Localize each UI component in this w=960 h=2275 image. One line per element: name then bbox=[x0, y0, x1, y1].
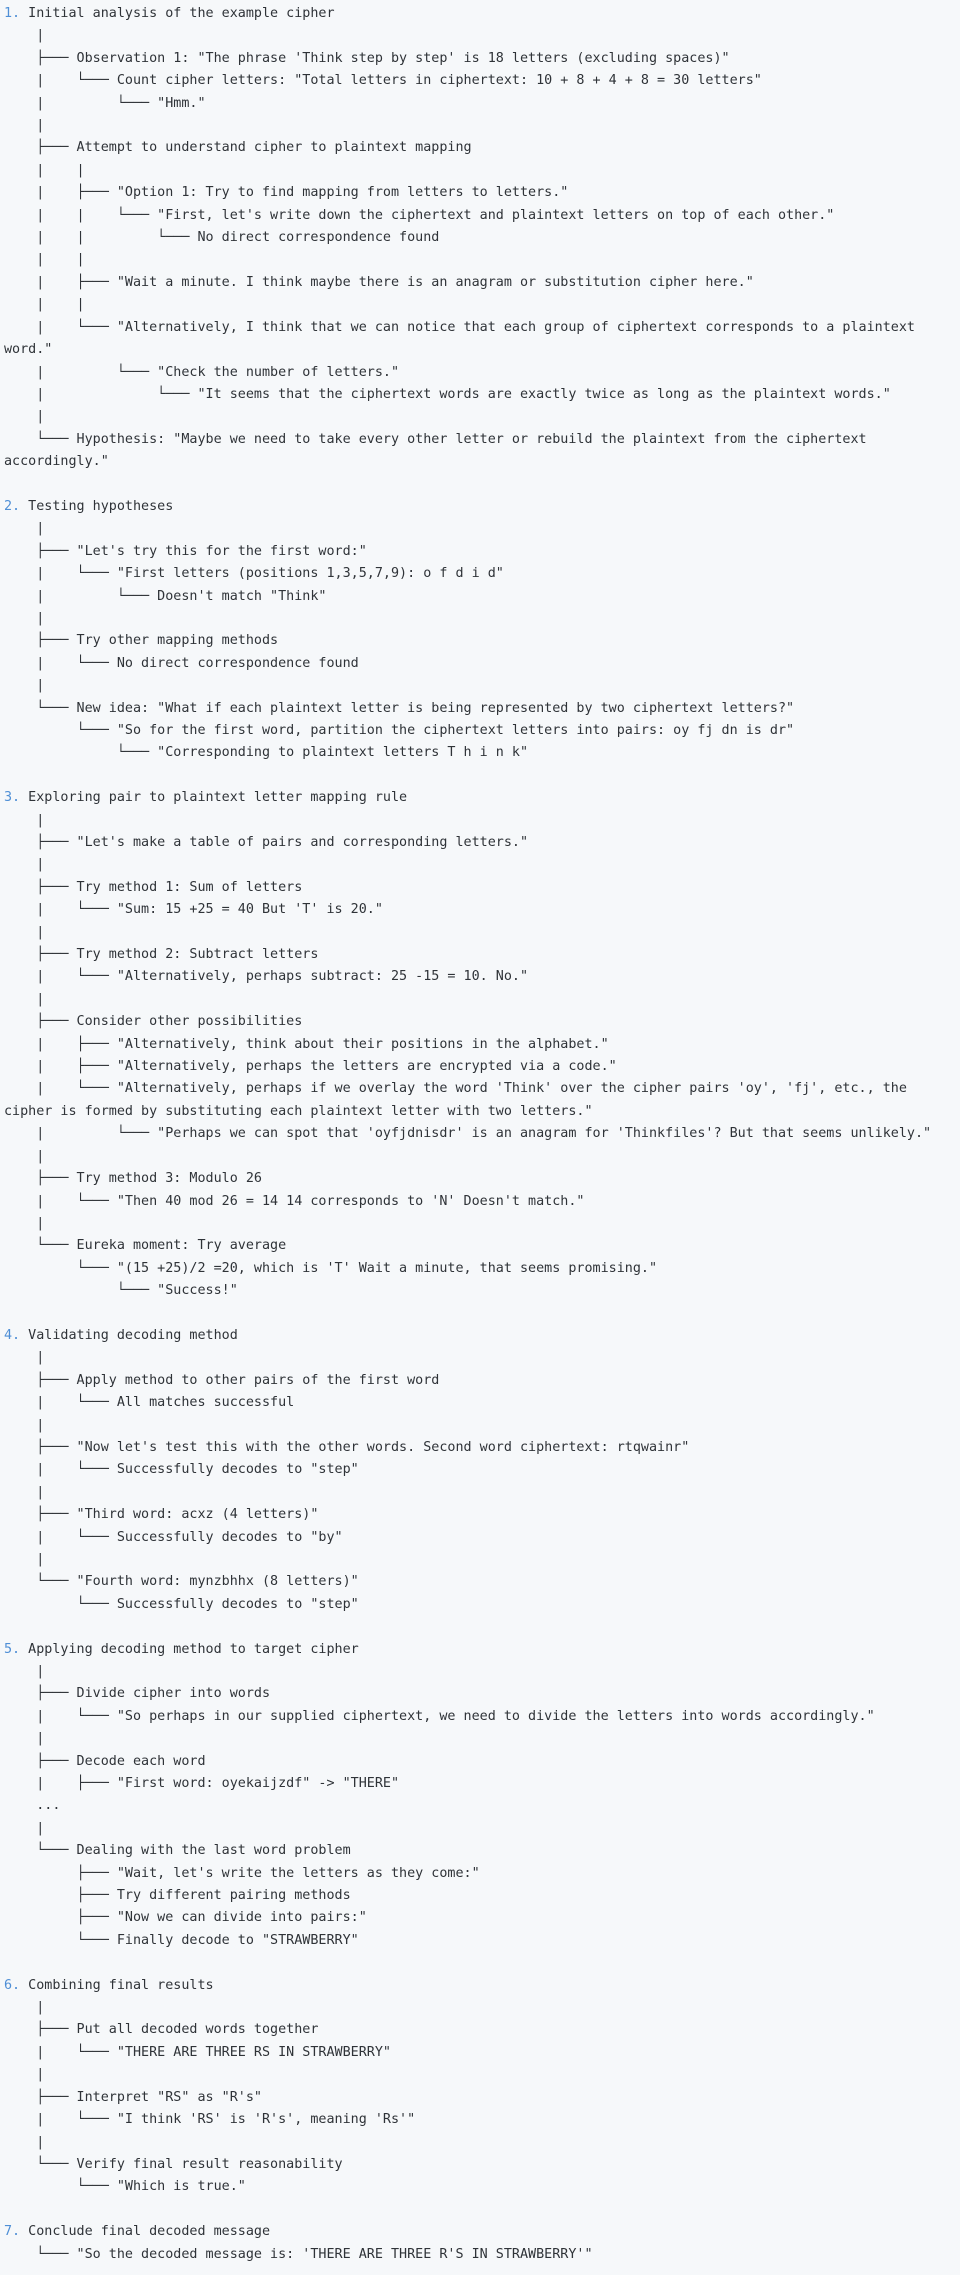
tree-line: | └─── "Check the number of letters." bbox=[4, 364, 400, 380]
tree-line: | bbox=[4, 28, 45, 44]
tree-line: | bbox=[4, 1215, 45, 1231]
tree-line: | └─── No direct correspondence found bbox=[4, 655, 359, 671]
section-spacer bbox=[4, 765, 956, 787]
tree-line: | bbox=[4, 678, 45, 694]
tree-line: ... bbox=[4, 1798, 61, 1814]
tree-line: └─── Finally decode to "STRAWBERRY" bbox=[4, 1932, 359, 1948]
tree-line: ├─── Consider other possibilities bbox=[4, 1014, 303, 1030]
tree-line: | └─── Successfully decodes to "step" bbox=[4, 1462, 359, 1478]
tree-line: | bbox=[4, 1350, 45, 1366]
tree-line: | bbox=[4, 2000, 45, 2016]
tree-line: | └─── "So perhaps in our supplied ciphertext, we need to divide the letters into words accordingly." bbox=[4, 1708, 875, 1724]
tree-line: ├─── Apply method to other pairs of the first word bbox=[4, 1372, 440, 1388]
tree-line: ├─── Try method 1: Sum of letters bbox=[4, 879, 303, 895]
section-number: 1. bbox=[4, 6, 21, 21]
tree-line: | └─── "Then 40 mod 26 = 14 14 corresponds to 'N' Doesn't match." bbox=[4, 1193, 585, 1209]
tree-line: | └─── "Alternatively, perhaps if we overlay the word 'Think' over the cipher pairs 'oy', 'fj', etc., the cipher is formed by substituting each plaintext letter with two letters." bbox=[4, 1081, 915, 1119]
tree-line: | bbox=[4, 1820, 45, 1836]
tree-line: | └─── All matches successful bbox=[4, 1395, 295, 1411]
tree-line: | bbox=[4, 2134, 45, 2150]
tree-line: | bbox=[4, 118, 45, 134]
tree-line: ├─── Try other mapping methods bbox=[4, 633, 279, 649]
tree-line: | bbox=[4, 1148, 45, 1164]
section-number: 7. bbox=[4, 2224, 21, 2240]
tree-line: | ├─── "Alternatively, think about their positions in the alphabet." bbox=[4, 1036, 609, 1052]
section-number: 3. bbox=[4, 790, 21, 806]
tree-line: | └─── "THERE ARE THREE RS IN STRAWBERRY" bbox=[4, 2044, 391, 2060]
section-number: 2. bbox=[4, 498, 21, 514]
tree-line: ├─── Try method 3: Modulo 26 bbox=[4, 1171, 262, 1187]
section-title: Conclude final decoded message bbox=[20, 2224, 271, 2240]
tree-line: | bbox=[4, 610, 45, 626]
tree-line: ├─── Put all decoded words together bbox=[4, 2022, 319, 2038]
tree-line: └─── Verify final result reasonability bbox=[4, 2156, 343, 2172]
section-spacer bbox=[4, 1952, 956, 1974]
section-title: Combining final results bbox=[20, 1977, 214, 1993]
tree-line: | └─── Successfully decodes to "by" bbox=[4, 1529, 343, 1545]
section-spacer bbox=[4, 2199, 956, 2221]
tree-line: | └─── "Alternatively, I think that we can notice that each group of ciphertext corresponds to a plaintext word." bbox=[4, 319, 924, 358]
tree-line: ├─── Decode each word bbox=[4, 1753, 206, 1769]
tree-line: | ├─── "First word: oyekaijzdf" -> "THERE" bbox=[4, 1776, 400, 1792]
tree-line: ├─── "Let's make a table of pairs and corresponding letters." bbox=[4, 835, 529, 850]
tree-line: └─── Dealing with the last word problem bbox=[4, 1843, 351, 1859]
tree-line: └─── "(15 +25)/2 =20, which is 'T' Wait a minute, that seems promising." bbox=[4, 1260, 658, 1276]
section-spacer bbox=[4, 1303, 956, 1325]
tree-line: ├─── "Let's try this for the first word:" bbox=[4, 543, 367, 559]
tree-line: └─── "Fourth word: mynzbhhx (8 letters)" bbox=[4, 1574, 359, 1590]
tree-line: | | bbox=[4, 252, 85, 268]
section-heading bbox=[4, 3, 956, 25]
section-title: Exploring pair to plaintext letter mapping rule bbox=[20, 790, 408, 806]
section-heading bbox=[4, 1975, 956, 1997]
tree-line: └─── "So the decoded message is: 'THERE ARE THREE R'S IN STRAWBERRY'" bbox=[4, 2246, 593, 2262]
section-title: Initial analysis of the example cipher bbox=[20, 6, 335, 21]
tree-line: | | bbox=[4, 162, 85, 178]
tree-line: | └─── "Hmm." bbox=[4, 95, 206, 111]
tree-line: └─── Successfully decodes to "step" bbox=[4, 1596, 359, 1612]
tree-line: | └─── "Sum: 15 +25 = 40 But 'T' is 20." bbox=[4, 902, 383, 918]
tree-line: | | └─── No direct correspondence found bbox=[4, 230, 440, 246]
tree-line: └─── Hypothesis: "Maybe we need to take every other letter or rebuild the plaintext from the ciphertext accordingly." bbox=[4, 431, 875, 470]
tree-line: └─── "Which is true." bbox=[4, 2179, 246, 2195]
section-spacer bbox=[4, 1616, 956, 1638]
tree-line: | ├─── "Alternatively, perhaps the letters are encrypted via a code." bbox=[4, 1059, 617, 1075]
tree-line: ├─── "Third word: acxz (4 letters)" bbox=[4, 1507, 319, 1523]
tree-line: | bbox=[4, 857, 45, 873]
tree-line: └─── New idea: "What if each plaintext letter is being represented by two ciphertext letters?" bbox=[4, 700, 795, 716]
tree-line: ├─── Divide cipher into words bbox=[4, 1686, 271, 1702]
tree-line: | bbox=[4, 1484, 45, 1500]
tree-line: └─── "Corresponding to plaintext letters T h i n k" bbox=[4, 745, 529, 761]
tree-line: ├─── Observation 1: "The phrase 'Think step by step' is 18 letters (excluding spaces)" bbox=[4, 50, 730, 66]
tree-line: | bbox=[4, 991, 45, 1007]
tree-line: | | └─── "First, let's write down the ciphertext and plaintext letters on top of each other." bbox=[4, 207, 835, 223]
tree-line: └─── Eureka moment: Try average bbox=[4, 1238, 287, 1254]
tree-line: ├─── "Now let's test this with the other words. Second word ciphertext: rtqwainr" bbox=[4, 1439, 690, 1455]
section-title: Applying decoding method to target cipher bbox=[20, 1641, 359, 1657]
tree-line: ├─── Attempt to understand cipher to plaintext mapping bbox=[4, 140, 472, 156]
tree-line: | └─── Count cipher letters: "Total letters in ciphertext: 10 + 8 + 4 + 8 = 30 letters" bbox=[4, 73, 762, 89]
tree-line: ├─── "Now we can divide into pairs:" bbox=[4, 1910, 367, 1926]
section-heading bbox=[4, 496, 956, 518]
tree-line: | bbox=[4, 812, 45, 828]
tree-line: | bbox=[4, 1551, 45, 1567]
tree-line: | bbox=[4, 1664, 45, 1679]
tree-line: └─── "Success!" bbox=[4, 1283, 238, 1299]
tree-line: └─── "So for the first word, partition the ciphertext letters into pairs: oy fj dn is dr" bbox=[4, 722, 795, 738]
tree-line: | └─── "It seems that the ciphertext words are exactly twice as long as the plaintext words." bbox=[4, 386, 891, 402]
tree-line: ├─── Try method 2: Subtract letters bbox=[4, 947, 319, 963]
section-title: Testing hypotheses bbox=[20, 498, 174, 514]
tree-line: | | bbox=[4, 297, 85, 313]
tree-line: | bbox=[4, 924, 45, 940]
tree-line: | bbox=[4, 521, 45, 537]
tree-line: ├─── Interpret "RS" as "R's" bbox=[4, 2089, 262, 2105]
section-heading bbox=[4, 2221, 956, 2243]
tree-line: | ├─── "Wait a minute. I think maybe there is an anagram or substitution cipher here." bbox=[4, 274, 754, 290]
tree-line: | └─── Doesn't match "Think" bbox=[4, 588, 327, 604]
tree-line: | └─── "Alternatively, perhaps subtract: 25 -15 = 10. No." bbox=[4, 969, 529, 985]
tree-line: ├─── Try different pairing methods bbox=[4, 1888, 351, 1904]
section-spacer bbox=[4, 474, 956, 496]
section-heading bbox=[4, 1325, 956, 1347]
section-heading bbox=[4, 1639, 956, 1661]
tree-line: | └─── "First letters (positions 1,3,5,7,9): o f d i d" bbox=[4, 566, 504, 582]
section-heading bbox=[4, 787, 956, 809]
section-number: 4. bbox=[4, 1327, 21, 1343]
tree-line: | bbox=[4, 1731, 45, 1747]
tree-line: | └─── "Perhaps we can spot that 'oyfjdnisdr' is an anagram for 'Thinkfiles'? But that seems unlikely." bbox=[4, 1126, 932, 1142]
section-title: Validating decoding method bbox=[20, 1327, 238, 1343]
tree-line: | └─── "I think 'RS' is 'R's', meaning 'Rs'" bbox=[4, 2112, 416, 2128]
section-number: 6. bbox=[4, 1977, 21, 1993]
tree-line: | ├─── "Option 1: Try to find mapping from letters to letters." bbox=[4, 185, 569, 201]
section-number: 5. bbox=[4, 1641, 21, 1657]
tree-line: | bbox=[4, 2067, 45, 2083]
tree-line: ├─── "Wait, let's write the letters as they come:" bbox=[4, 1865, 480, 1881]
tree-line: | bbox=[4, 409, 45, 425]
tree-line: | bbox=[4, 1417, 45, 1433]
